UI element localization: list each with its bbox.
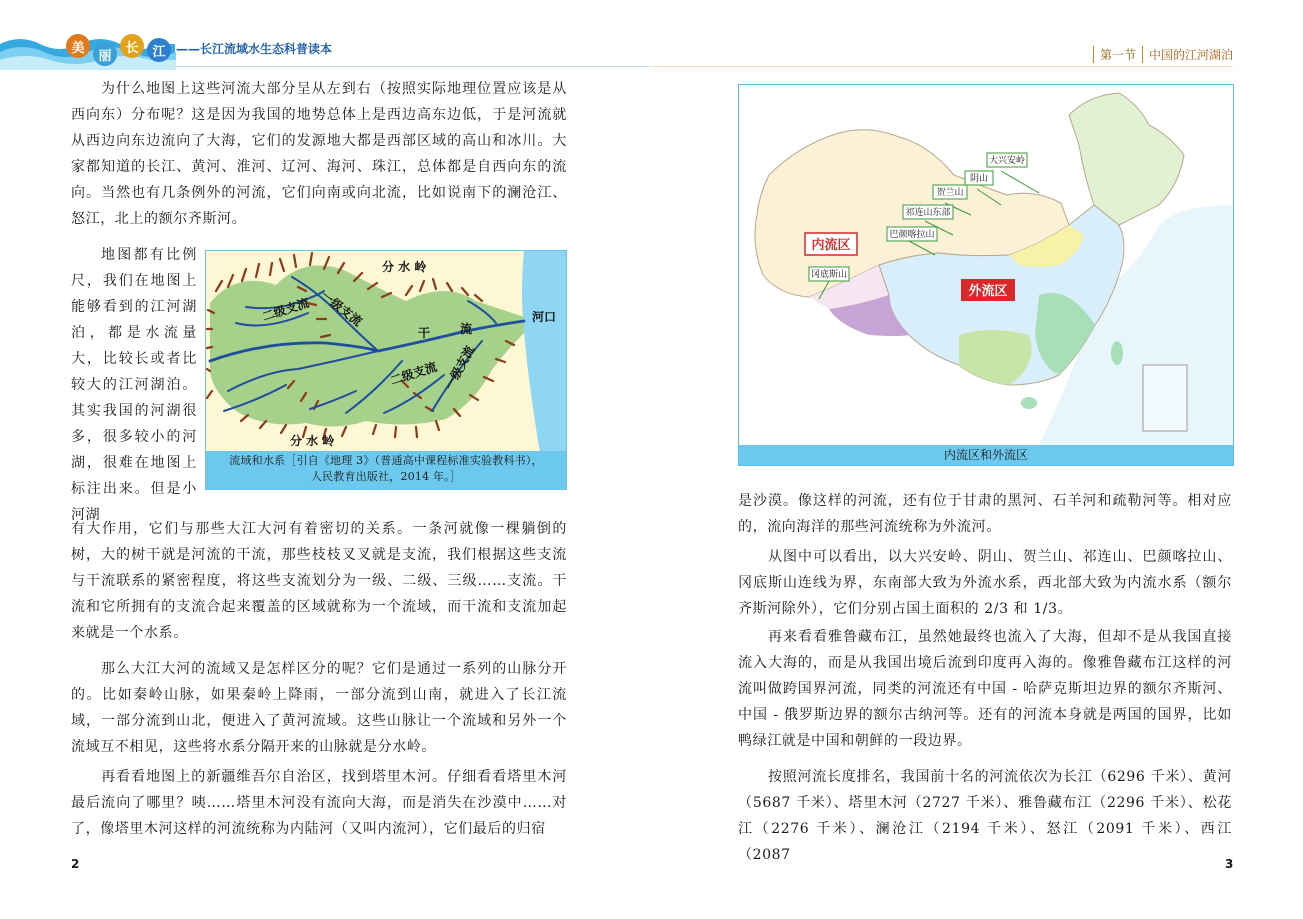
basin-diagram (206, 251, 566, 453)
paragraph: 有大作用，它们与那些大江大河有着密切的关系。一条河就像一棵躺倒的树，大的树干就是河流的干流，那些枝枝叉叉就是支流，我们根据这些支流与干流联系的紧密程度，将这些支流划分为一级、二级、三级……支流。干流和它所拥有的支流合起来覆盖的区域就称为一个流域，而干流和支流加起来就是一个水系。 (71, 521, 567, 641)
mountain-label: 冈底斯山 (810, 270, 848, 280)
brand-char: 丽 (93, 42, 117, 66)
main-stream-label-2: 流 (460, 322, 473, 336)
section-title: 中国的江河湖泊 (1148, 48, 1233, 62)
paragraph: 地图都有比例尺，我们在地图上能够看到的江河湖泊，都是水流量大，比较长或者比较大的江河湖泊。其实我国的河湖很多，很多较小的河湖，很难在地图上标注出来。但是小河湖 (71, 247, 197, 523)
basin-figure (205, 250, 567, 490)
inner-region-label: 内流区 (811, 238, 851, 253)
book-subtitle: ——长江流域水生态科普读本 (176, 42, 333, 56)
paragraph: 按照河流长度排名，我国前十名的河流依次为长江（6296 千米）、黄河（5687 千米）、塔里木河（2727 千米）、雅鲁藏布江（2296 千米）、松花江（2276 千米）、澜沧江（2194 千米）、怒江（2091 千米）、西江（2087 (738, 769, 1232, 863)
page-number: 2 (71, 857, 80, 871)
mountain-label: 巴颜喀拉山 (889, 230, 935, 240)
header-divider (652, 66, 1233, 67)
china-drainage-map (739, 85, 1233, 445)
caption-line: 人民教育出版社，2014 年。］ (310, 470, 462, 483)
divide-label-top: 分 水 岭 (382, 260, 427, 274)
drainage-map-figure (738, 84, 1234, 466)
second-order-tributary-label: 二级支流 (260, 295, 311, 324)
brand-logo (66, 34, 171, 66)
mountain-label: 贺兰山 (936, 188, 964, 198)
left-page (0, 0, 650, 919)
brand-char: 长 (120, 34, 144, 58)
divide-label-bottom: 分 水 岭 (290, 434, 335, 448)
paragraph: 为什么地图上这些河流大部分呈从左到右（按照实际地理位置应该是从西向东）分布呢？这是因为我国的地势总体上是西边高东边低，于是河流就从西边向东边流向了大海，它们的发源地大都是西部区域的高山和冰川。大家都知道的长江、黄河、淮河、辽河、海河、珠江，总体都是自西向东的流向。当然也有几条例外的河流，它们向南或向北流，比如说南下的澜沧江、怒江，北上的额尔齐斯河。 (71, 81, 567, 227)
outer-region-label: 外流区 (968, 284, 1008, 299)
basin-figure-caption (206, 451, 566, 489)
river-mouth-label: 河口 (532, 310, 557, 324)
header-divider (170, 66, 650, 67)
brand-char: 江 (147, 38, 171, 62)
page-number: 3 (1225, 857, 1234, 871)
mountain-label: 祁连山东部 (905, 208, 951, 218)
section-label: 第一节 (1093, 46, 1143, 63)
main-stream-label: 干 (418, 326, 431, 340)
first-order-tributary-label-right: 一级支流 (442, 343, 478, 393)
brand-char: 美 (66, 34, 90, 58)
paragraph: 再来看看雅鲁藏布江，虽然她最终也流入了大海，但却不是从我国直接流入大海的，而是从我国出境后流到印度再入海的。像雅鲁藏布江这样的河流叫做跨国界河流，同类的河流还有中国 - 哈萨克斯坦边界的额尔齐斯河、中国 - 俄罗斯边界的额尔古纳河等。还有的河流本身就是两国的国界，比如鸭绿江就是中国和朝鲜的一段边界。 (738, 629, 1232, 749)
paragraph: 再看看地图上的新疆维吾尔自治区，找到塔里木河。仔细看看塔里木河最后流向了哪里？咦……塔里木河没有流向大海，而是消失在沙漠中……对了，像塔里木河这样的河流统称为内陆河（又叫内流河），它们最后的归宿 (71, 769, 567, 837)
paragraph: 是沙漠。像这样的河流，还有位于甘肃的黑河、石羊河和疏勒河等。相对应的，流向海洋的那些河流统称为外流河。 (738, 493, 1232, 535)
section-header (1093, 46, 1233, 63)
right-page (652, 0, 1303, 919)
paragraph: 那么大江大河的流域又是怎样区分的呢？它们是通过一系列的山脉分开的。比如秦岭山脉，如果秦岭上降雨，一部分流到山南，就进入了长江流域，一部分流到山北，便进入了黄河流域。这些山脉让一个流域和另外一个流域互不相见，这些将水系分隔开来的山脉就是分水岭。 (71, 661, 567, 755)
paragraph: 从图中可以看出，以大兴安岭、阴山、贺兰山、祁连山、巴颜喀拉山、冈底斯山连线为界，东南部大致为外流水系，西北部大致为内流水系（额尔齐斯河除外），它们分别占国土面积的 2/3 和 1/3。 (738, 549, 1232, 617)
mountain-label: 阴山 (969, 174, 989, 184)
first-order-tributary-label: 一级支流 (318, 288, 365, 329)
mountain-label: 大兴安岭 (988, 156, 1026, 166)
caption-line: 流域和水系［引自《地理 3》（普通高中课程标准实验教科书）， (229, 454, 543, 467)
map-caption: 内流区和外流区 (739, 445, 1233, 465)
second-order-tributary-label-right: 二级支流 (388, 359, 439, 388)
